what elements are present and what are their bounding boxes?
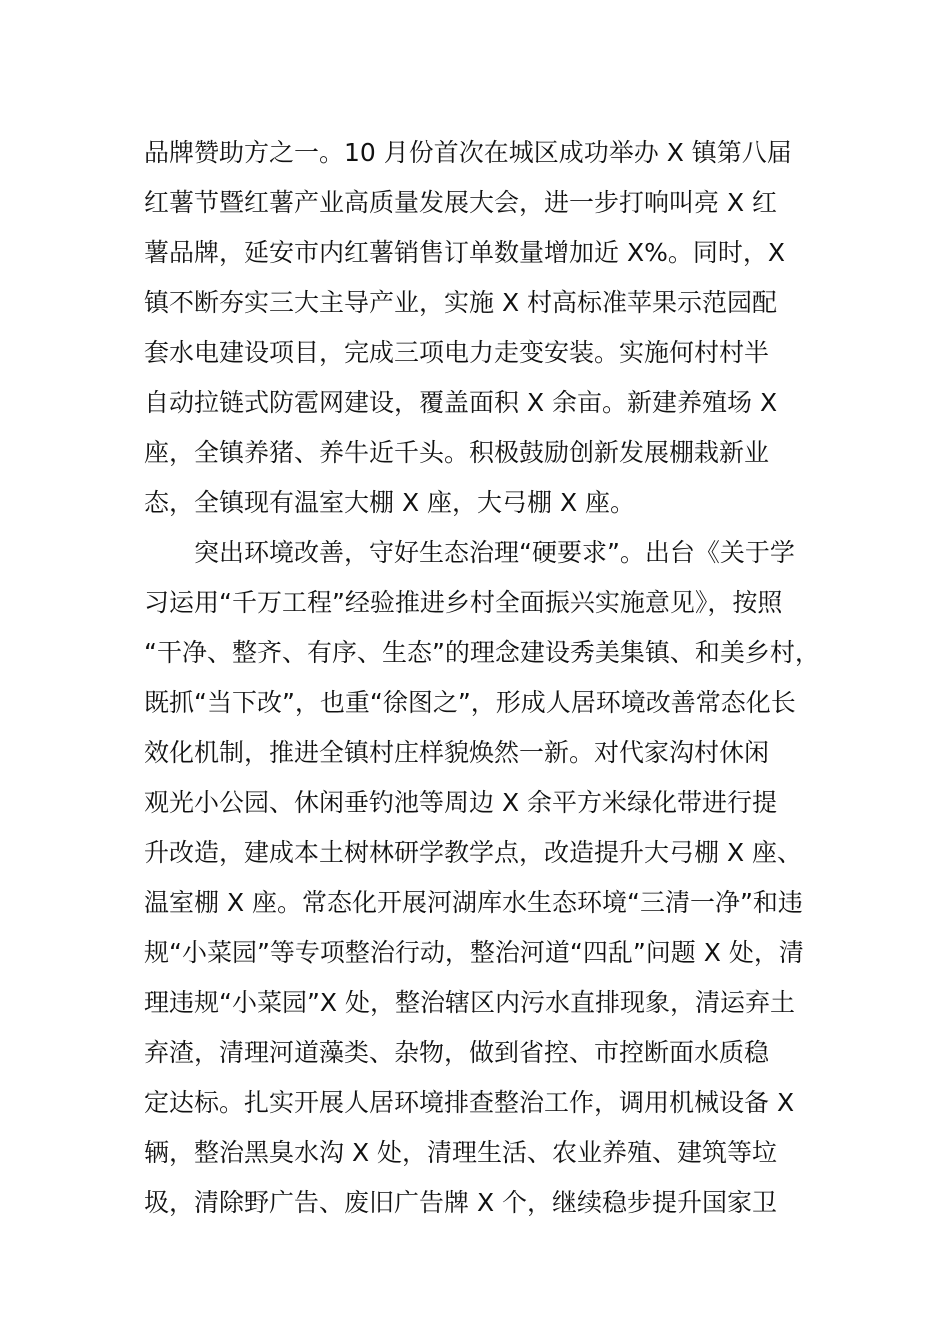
text-line: 圾，清除野广告、废旧广告牌 X 个，继续稳步提升国家卫 bbox=[144, 1188, 778, 1217]
text-line: 态，全镇现有温室大棚 X 座，大弓棚 X 座。 bbox=[144, 488, 636, 517]
text-line: 品牌赞助方之一。10 月份首次在城区成功举办 X 镇第八届 bbox=[144, 138, 792, 167]
body-text bbox=[144, 128, 844, 1228]
text-line: 温室棚 X 座。常态化开展河湖库水生态环境“三清一净”和违 bbox=[144, 888, 803, 917]
text-line: 观光小公园、休闲垂钓池等周边 X 余平方米绿化带进行提 bbox=[144, 788, 778, 817]
text-line: “干净、整齐、有序、生态”的理念建设秀美集镇、和美乡村， bbox=[144, 638, 820, 667]
text-line: 红薯节暨红薯产业高质量发展大会，进一步打响叫亮 X 红 bbox=[144, 188, 778, 217]
text-line: 镇不断夯实三大主导产业，实施 X 村高标准苹果示范园配 bbox=[144, 288, 778, 317]
text-line: 座，全镇养猪、养牛近千头。积极鼓励创新发展棚栽新业 bbox=[144, 438, 770, 467]
text-line: 套水电建设项目，完成三项电力走变安装。实施何村村半 bbox=[144, 338, 770, 367]
text-line: 辆，整治黑臭水沟 X 处，清理生活、农业养殖、建筑等垃 bbox=[144, 1138, 778, 1167]
text-line: 规“小菜园”等专项整治行动，整治河道“四乱”问题 X 处，清 bbox=[144, 938, 804, 967]
text-line: 既抓“当下改”，也重“徐图之”，形成人居环境改善常态化长 bbox=[144, 688, 796, 717]
text-line: 理违规“小菜园”X 处，整治辖区内污水直排现象，清运弃土 bbox=[144, 988, 795, 1017]
text-line: 突出环境改善，守好生态治理“硬要求”。出台《关于学 bbox=[144, 538, 795, 567]
text-line: 定达标。扎实开展人居环境排查整治工作，调用机械设备 X bbox=[144, 1088, 795, 1117]
text-line: 薯品牌，延安市内红薯销售订单数量增加近 X%。同时，X bbox=[144, 238, 785, 267]
text-line: 弃渣，清理河道藻类、杂物，做到省控、市控断面水质稳 bbox=[144, 1038, 770, 1067]
text-line: 效化机制，推进全镇村庄样貌焕然一新。对代家沟村休闲 bbox=[144, 738, 770, 767]
text-line: 升改造，建成本土树林研学教学点，改造提升大弓棚 X 座、 bbox=[144, 838, 803, 867]
text-line: 自动拉链式防雹网建设，覆盖面积 X 余亩。新建养殖场 X bbox=[144, 388, 778, 417]
text-line: 习运用“千万工程”经验推进乡村全面振兴实施意见》，按照 bbox=[144, 588, 783, 617]
